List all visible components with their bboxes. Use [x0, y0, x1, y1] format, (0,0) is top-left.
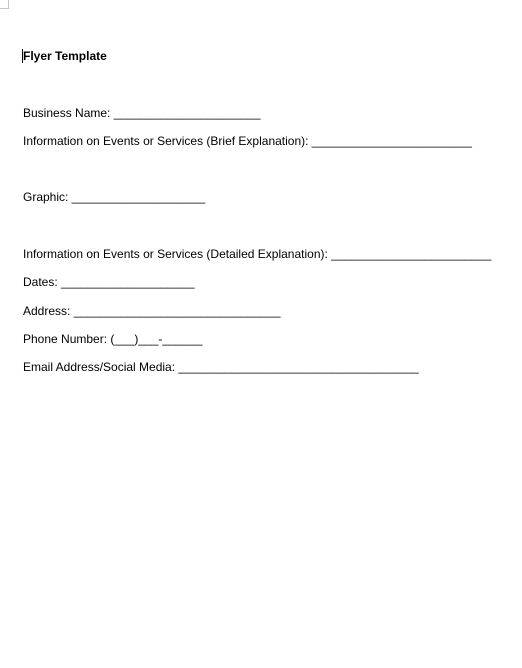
page-corner-marker: [0, 0, 9, 9]
text-cursor: [22, 49, 23, 63]
detailed-explanation-field: Information on Events or Services (Detailed Explanation): ________________________: [23, 247, 492, 261]
dates-field: Dates: ____________________: [23, 275, 195, 289]
email-social-media-field: Email Address/Social Media: ____________________________________: [23, 360, 419, 374]
document-body[interactable]: [23, 47, 513, 374]
document-title: [23, 47, 513, 65]
phone-number-field: Phone Number: (___)___-______: [23, 332, 203, 346]
business-name-field: Business Name: ______________________: [23, 106, 261, 120]
graphic-field: Graphic: ____________________: [23, 190, 206, 204]
address-field: Address: _______________________________: [23, 304, 281, 318]
document-title-text: Flyer Template: [23, 49, 107, 63]
brief-explanation-field: Information on Events or Services (Brief Explanation): ________________________: [23, 134, 472, 148]
